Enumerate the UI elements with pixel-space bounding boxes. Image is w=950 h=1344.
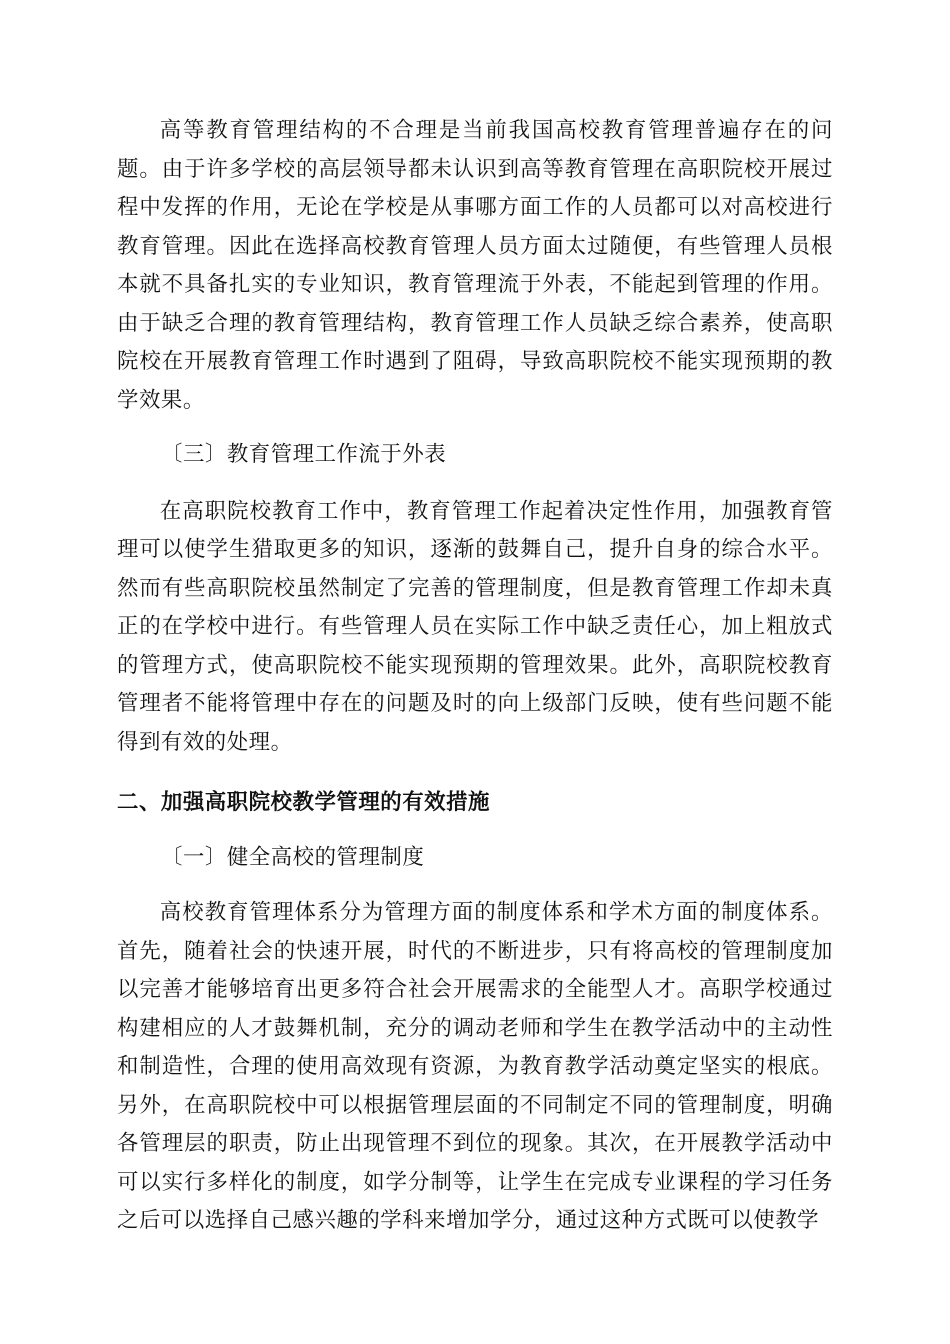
document-body — [117, 112, 833, 1241]
subheading-superficial-management: 〔三〕教育管理工作流于外表 — [161, 442, 447, 467]
paragraph-superficial-management: 在高职院校教育工作中，教育管理工作起着决定性作用，加强教育管理可以使学生猎取更多的知识，逐渐的鼓舞自己，提升自身的综合水平。然而有些高职院校虽然制定了完善的管理制度，但是教育管理工作却未真正的在学校中进行。有些管理人员在实际工作中缺乏责任心，加上粗放式的管理方式，使高职院校不能实现预期的管理效果。此外，高职院校教育管理者不能将管理中存在的问题及时的向上级部门反映，使有些问题不能得到有效的处理。 — [117, 498, 833, 755]
paragraph-management-system: 高校教育管理体系分为管理方面的制度体系和学术方面的制度体系。首先，随着社会的快速开展，时代的不断进步，只有将高校的管理制度加以完善才能够培育出更多符合社会开展需求的全能型人才。高职学校通过构建相应的人才鼓舞机制，充分的调动老师和学生在教学活动中的主动性和制造性，合理的使用高效现有资源，为教育教学活动奠定坚实的根底。另外，在高职院校中可以根据管理层面的不同制定不同的管理制度，明确各管理层的职责，防止出现管理不到位的现象。其次，在开展教学活动中可以实行多样化的制度，如学分制等，让学生在完成专业课程的学习任务之后可以选择自己感兴趣的学科来增加学分，通过这种方式既可以使教学 — [117, 900, 833, 1233]
subheading-management-system: 〔一〕健全高校的管理制度 — [161, 844, 425, 870]
paragraph-management-structure: 高等教育管理结构的不合理是当前我国高校教育管理普遍存在的问题。由于许多学校的高层领导都未认识到高等教育管理在高职院校开展过程中发挥的作用，无论在学校是从事哪方面工作的人员都可以对高校进行教育管理。因此在选择高校教育管理人员方面太过随便，有些管理人员根本就不具备扎实的专业知识，教育管理流于外表，不能起到管理的作用。由于缺乏合理的教育管理结构，教育管理工作人员缺乏综合素养，使高职院校在开展教育管理工作时遇到了阻碍，导致高职院校不能实现预期的教学效果。 — [117, 118, 833, 413]
section-heading-measures: 二、加强高职院校教学管理的有效措施 — [117, 790, 490, 815]
